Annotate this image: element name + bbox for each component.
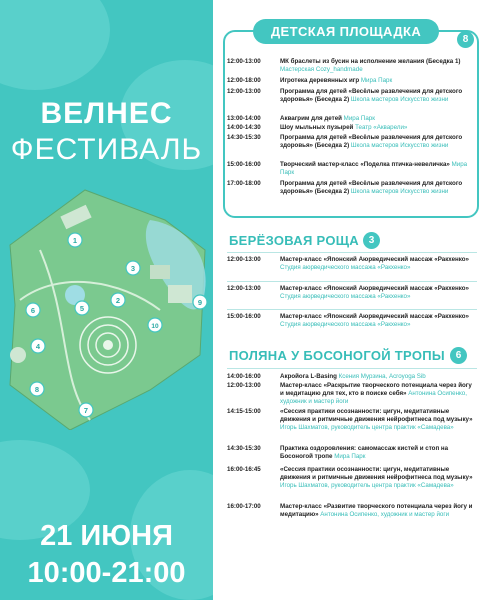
item-title: МК браслеты из бусин на исполнение желания (Беседка 1) xyxy=(280,58,461,65)
item-time: 12:00-13:00 xyxy=(227,88,261,95)
item-organizer: Мира Парк xyxy=(360,77,393,84)
item-time: 14:15-15:00 xyxy=(227,408,261,415)
map-marker-label: 2 xyxy=(115,296,121,305)
item-time: 12:00-13:00 xyxy=(227,285,261,292)
item-time: 12:00-13:00 xyxy=(227,256,261,263)
item-title: Мастер-класс «Развитие творческого потенциала через йогу и медитацию» xyxy=(280,503,473,518)
section-kids-title: ДЕТСКАЯ ПЛОЩАДКА xyxy=(253,19,439,44)
item-time: 12:00-13:00 xyxy=(227,58,261,65)
item-title: «Сессия практики осознанности: цигун, медитативные движения и ритмичные движения нейрофитнеса под музыку» xyxy=(280,408,473,423)
festival-title-line1: ВЕЛНЕС xyxy=(40,97,173,130)
divider xyxy=(227,281,477,282)
item-title: Мастер-класс «Японский Аюрведический массаж «Ракхенко» xyxy=(280,285,469,292)
item-organizer: Мира Парк xyxy=(334,452,366,460)
item-title: Игротека деревянных игр xyxy=(280,77,360,84)
map-marker-label: 5 xyxy=(79,304,85,313)
decor-blob xyxy=(0,0,110,90)
item-organizer: Школа мастеров Искусство жизни xyxy=(350,187,449,195)
item-time: 16:00-16:45 xyxy=(227,466,261,473)
section-birch-title: БЕРЁЗОВАЯ РОЩА xyxy=(229,233,359,248)
item-organizer: Игорь Шахматов, руководитель центра практик «Самадева» xyxy=(280,481,454,489)
festival-title-line2: ФЕСТИВАЛЬ xyxy=(10,133,203,166)
item-time: 16:00-17:00 xyxy=(227,503,261,510)
item-time: 13:00-14:00 xyxy=(227,115,261,122)
park-building xyxy=(150,265,170,279)
map-marker-label: 6 xyxy=(30,306,36,315)
item-organizer: Школа мастеров Искусство жизни xyxy=(350,95,449,103)
item-organizer: Студия аюрведического массажа «Ракхенко» xyxy=(280,292,411,300)
festival-date: 21 ИЮНЯ xyxy=(40,520,173,552)
map-marker-label: 3 xyxy=(130,264,136,273)
stage-circle xyxy=(10,347,26,363)
item-organizer: Антонина Осипенко, художник и мастер йоги xyxy=(320,510,450,518)
map-marker-label: 7 xyxy=(83,406,89,415)
section-kids-number: 8 xyxy=(457,31,474,48)
item-time: 14:00-16:00 xyxy=(227,373,261,380)
item-organizer: Антонина Осипенко, художник и мастер йоги xyxy=(280,389,467,405)
item-title: Мастер-класс «Японский Аюрведический массаж «Ракхенко» xyxy=(280,313,469,320)
item-title: Аквагрим для детей xyxy=(280,115,342,122)
item-time: 14:30-15:30 xyxy=(227,445,261,452)
item-title: Шоу мыльных пузырей xyxy=(280,124,354,131)
section-birch-number: 3 xyxy=(363,232,380,249)
section-meadow-number: 6 xyxy=(450,347,467,364)
divider xyxy=(227,309,477,310)
item-time: 14:30-15:30 xyxy=(227,134,261,141)
festival-time: 10:00-21:00 xyxy=(27,557,186,589)
item-title: Практика оздоровления: самомассаж кистей и стоп на Босоногой тропе xyxy=(280,445,449,460)
item-organizer: Игорь Шахматов, руководитель центра практик «Самадева» xyxy=(280,423,454,431)
labyrinth xyxy=(103,340,113,350)
map-marker-label: 9 xyxy=(197,298,203,307)
item-title: Программа для детей «Весёлые развлечения для детского здоровья» (Беседка 2) xyxy=(280,134,463,149)
item-title: Творческий мастер-класс «Поделка птичка-невеличка» xyxy=(280,161,450,168)
item-title: Мастер-класс «Раскрытие творческого потенциала через йогу и медитацию для тех, кто в поиске себя» xyxy=(280,382,472,397)
item-organizer: Ксения Мурзина, Acroyoga Sib xyxy=(338,373,426,380)
schedule-panel xyxy=(213,0,481,600)
item-title: «Сессия практики осознанности: цигун, медитативные движения и ритмичные движения нейрофитнеса под музыку» xyxy=(280,466,473,481)
item-time: 15:00-16:00 xyxy=(227,161,261,168)
item-title: Акройога L-Basing xyxy=(280,373,337,380)
item-time: 12:00-18:00 xyxy=(227,77,261,84)
map-marker-label: 1 xyxy=(72,236,78,245)
item-organizer: Театр «Акварели» xyxy=(355,124,408,131)
park-map xyxy=(0,180,213,430)
item-title: Программа для детей «Весёлые развлечения для детского здоровья» (Беседка 2) xyxy=(280,180,463,195)
item-time: 15:00-16:00 xyxy=(227,313,261,320)
divider xyxy=(227,368,477,369)
divider xyxy=(227,252,477,253)
item-time: 14:00-14:30 xyxy=(227,124,261,131)
item-time: 12:00-13:00 xyxy=(227,382,261,389)
item-organizer: Мастерская Cozy_handmade xyxy=(280,65,363,73)
item-organizer: Школа мастеров Искусство жизни xyxy=(350,141,449,149)
section-meadow-title: ПОЛЯНА У БОСОНОГОЙ ТРОПЫ xyxy=(229,348,445,363)
item-organizer: Мира Парк xyxy=(280,161,468,176)
item-organizer: Мира Парк xyxy=(343,115,375,122)
map-marker-label: 4 xyxy=(35,342,41,351)
map-marker-label: 10 xyxy=(151,323,159,330)
item-title: Мастер-класс «Японский Аюрведический массаж «Ракхенко» xyxy=(280,256,469,263)
map-marker-label: 8 xyxy=(34,385,40,394)
item-organizer: Студия аюрведического массажа «Ракхенко» xyxy=(280,320,411,328)
left-panel xyxy=(0,0,213,600)
item-time: 17:00-18:00 xyxy=(227,180,261,187)
park-building xyxy=(168,285,192,303)
item-title: Программа для детей «Весёлые развлечения для детского здоровья» (Беседка 2) xyxy=(280,88,463,103)
item-organizer: Студия аюрведического массажа «Ракхенко» xyxy=(280,263,411,271)
